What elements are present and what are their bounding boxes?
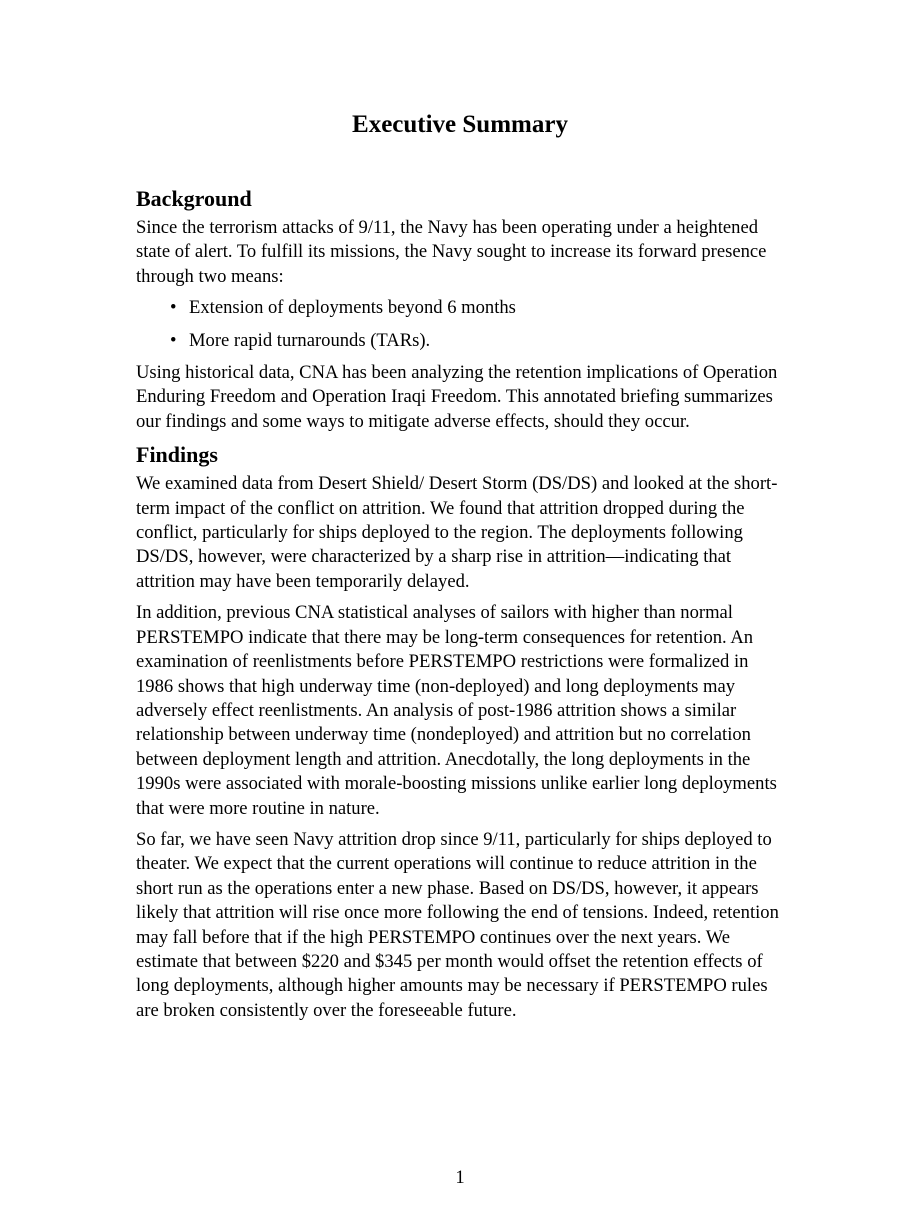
findings-paragraph-desert-storm: We examined data from Desert Shield/ Desert Storm (DS/DS) and looked at the short-term impact of the conflict on attrition. We found that attrition dropped during the conflict, particularly for ships deployed to the region. The deployments following DS/DS, however, were characterized by a sharp rise in attrition—indicating that attrition may have been temporarily delayed. [136, 473, 778, 592]
findings-paragraph-perstempo: In addition, previous CNA statistical analyses of sailors with higher than normal PERSTEMPO indicate that there may be long-term consequences for retention. An examination of reenlistments before PERSTEMPO restrictions were formalized in 1986 shows that high underway time (non-deployed) and long deployments may adversely effect reenlistments. An analysis of post-1986 attrition shows a similar relationship between underway time (nondeployed) and attrition but no correlation between deployment length and attrition. Anecdotally, the long deployments in the 1990s were associated with morale-boosting missions unlike earlier long deployments that were more routine in nature. [136, 602, 777, 819]
page-number: 1 [455, 1167, 465, 1188]
document-page [136, 108, 784, 1030]
background-heading: Background [136, 186, 252, 211]
findings-paragraph-outlook: So far, we have seen Navy attrition drop since 9/11, particularly for ships deployed to theater. We expect that the current operations will continue to reduce attrition in the short run as the operations enter a new phase. Based on DS/DS, however, it appears likely that attrition will rise once more following the end of tensions. Indeed, retention may fall before that if the high PERSTEMPO continues over the next years. We estimate that between $220 and $345 per month would offset the retention effects of long deployments, although higher amounts may be necessary if PERSTEMPO rules are broken consistently over the foreseeable future. [136, 828, 779, 1021]
background-section [136, 185, 784, 434]
findings-heading: Findings [136, 442, 218, 468]
background-bullet-list [136, 296, 784, 353]
bullet-icon: • [170, 297, 177, 319]
bullet-icon: • [170, 329, 177, 351]
bullet-item-turnarounds [136, 329, 784, 353]
bullet-text: Extension of deployments beyond 6 months [189, 297, 516, 319]
background-intro-paragraph: Since the terrorism attacks of 9/11, the Navy has been operating under a heightened state of alert. To fulfill its missions, the Navy sought to increase its forward presence through two means: [136, 217, 767, 287]
findings-section [136, 441, 784, 1023]
bullet-item-deployments [136, 296, 784, 320]
page-title: Executive Summary [352, 111, 568, 138]
background-closing-paragraph: Using historical data, CNA has been analyzing the retention implications of Operation Enduring Freedom and Operation Iraqi Freedom. This annotated briefing summarizes our findings and some ways to mitigate adverse effects, should they occur. [136, 362, 778, 432]
bullet-text: More rapid turnarounds (TARs). [189, 329, 431, 351]
